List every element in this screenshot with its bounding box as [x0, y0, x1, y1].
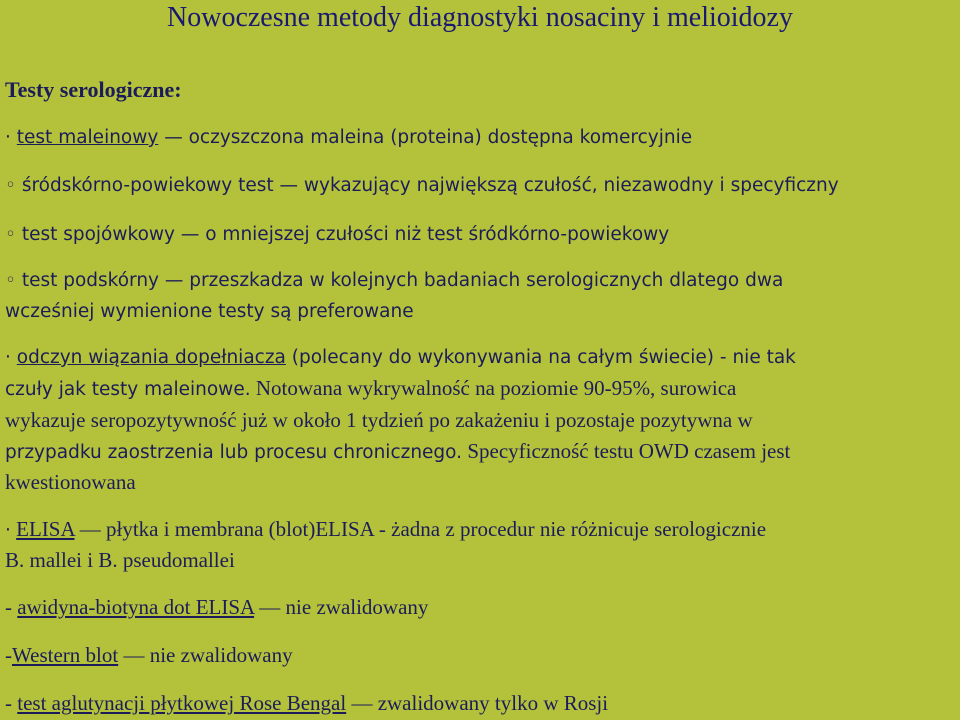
item-text: śródskórno-powiekowy test — wykazujący największą czułość, niezawodny i specyficzny — [21, 175, 839, 196]
item-western-blot — [5, 640, 955, 671]
item-srodskorno-powiekowy — [5, 170, 955, 201]
item-test-maleinowy — [5, 122, 955, 153]
item-text: test podskórny — przeszkadza w kolejnych badaniach serologicznych dlatego dwa — [21, 270, 784, 291]
bullet-circle: ◦ — [5, 270, 16, 291]
item-owd-line4 — [5, 436, 955, 468]
bullet-dot: · — [5, 347, 11, 368]
item-elisa-cont: B. mallei i B. pseudomallei — [5, 548, 235, 572]
item-spojowkowy — [5, 219, 955, 250]
text-sans: czuły jak testy maleinowe. — [5, 379, 251, 400]
text-sans: przypadku zaostrzenia lub procesu chronicznego. — [5, 442, 463, 463]
section-heading: Testy serologiczne: — [5, 77, 182, 102]
term-elisa[interactable]: ELISA — [16, 517, 75, 541]
item-text: test spojówkowy — o mniejszej czułości niż test śródkórno-powiekowy — [21, 224, 670, 245]
term-owd[interactable]: odczyn wiązania dopełniacza — [16, 347, 286, 368]
item-owd-line3: wykazuje seropozytywność już w około 1 tydzień po zakażeniu i pozostaje pozytywna w — [5, 408, 753, 432]
dash-prefix: - — [5, 691, 12, 715]
bullet-circle: ◦ — [5, 224, 16, 245]
description: — oczyszczona maleina (proteina) dostępna komercyjnie — [164, 127, 693, 148]
description: — zwalidowany tylko w Rosji — [351, 691, 609, 715]
dash-prefix: - — [5, 643, 12, 667]
bullet-dot: · — [5, 520, 11, 541]
description: — płytka i membrana (blot)ELISA - żadna z procedur nie różnicuje serologicznie — [79, 517, 767, 541]
description: — nie zwalidowany — [259, 595, 429, 619]
item-podskorny — [5, 265, 955, 296]
item-owd — [5, 342, 955, 373]
bullet-circle: ◦ — [5, 175, 16, 196]
item-owd-line2 — [5, 373, 955, 405]
slide-title: Nowoczesne metody diagnostyki nosaciny i melioidozy — [167, 2, 793, 33]
term-rose-bengal[interactable]: test aglutynacji płytkowej Rose Bengal — [17, 691, 347, 715]
item-awidyna-biotyna — [5, 592, 955, 623]
dash-prefix: - — [5, 595, 12, 619]
description: — nie zwalidowany — [123, 643, 293, 667]
item-rose-bengal — [5, 688, 955, 719]
bullet-dot: · — [5, 127, 11, 148]
term-western-blot[interactable]: Western blot — [12, 643, 119, 667]
text-serif: Specyficzność testu OWD czasem jest — [467, 439, 791, 463]
description: (polecany do wykonywania na całym świecie) - nie tak — [291, 347, 796, 368]
term-test-maleinowy[interactable]: test maleinowy — [16, 127, 159, 148]
item-podskorny-cont: wcześniej wymienione testy są preferowane — [5, 301, 414, 322]
text-serif: Notowana wykrywalność na poziomie 90-95%, surowica — [255, 376, 737, 400]
item-owd-line5: kwestionowana — [5, 470, 136, 494]
item-elisa — [5, 514, 955, 546]
term-awidyna-biotyna[interactable]: awidyna-biotyna dot ELISA — [17, 595, 255, 619]
